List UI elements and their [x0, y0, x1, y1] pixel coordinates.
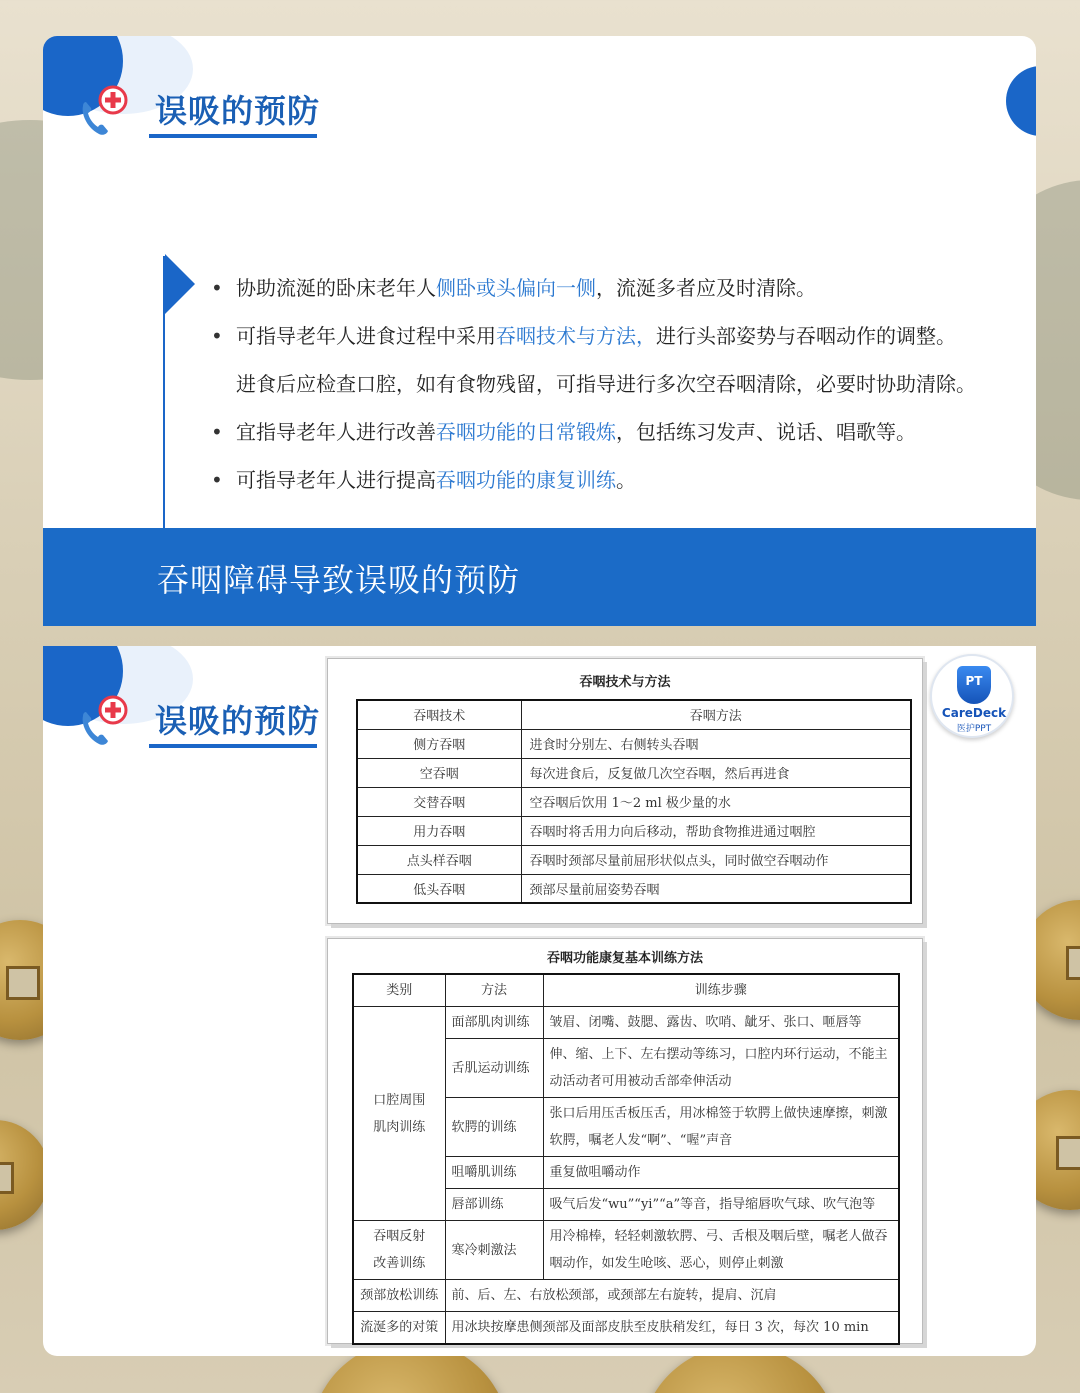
badge-subtitle: 医护PPT [956, 724, 992, 734]
table-cell: 空吞咽后饮用 1～2 ml 极少量的水 [521, 787, 911, 816]
table-caption: 吞咽技术与方法 [579, 675, 671, 690]
table-cell: 皱眉、闭嘴、鼓腮、露齿、吹哨、龇牙、张口、咂唇等 [543, 1007, 899, 1039]
highlight-text: 吞咽技术与方法， [496, 324, 656, 348]
accent-arrow [165, 254, 195, 314]
table-row [357, 816, 911, 845]
table-cell: 口腔周围肌肉训练 [353, 1007, 445, 1221]
table-cell: 舌肌运动训练 [445, 1039, 543, 1098]
table-cell: 吞咽反射改善训练 [353, 1221, 445, 1280]
badge-circle [930, 654, 1014, 738]
table-cell: 唇部训练 [445, 1189, 543, 1221]
table-cell: 交替吞咽 [357, 787, 521, 816]
table-cell: 前、后、左、右放松颈部，或颈部左右旋转，提肩、沉肩 [445, 1280, 899, 1312]
caredeck-badge [930, 654, 1014, 758]
swallow-technique-table-box [327, 658, 923, 924]
table-cell: 低头吞咽 [357, 874, 521, 903]
decor-blob [1006, 66, 1036, 136]
table-caption: 吞咽功能康复基本训练方法 [546, 951, 703, 966]
table-cell: 用冷棉棒，轻轻刺激软腭、弓、舌根及咽后壁，嘱老人做吞咽动作，如发生呛咳、恶心，则停止刺激 [543, 1221, 899, 1280]
table-row [357, 845, 911, 874]
table-header: 吞咽技术 [357, 700, 521, 729]
rehab-training-table-box [327, 938, 923, 1344]
slide-title: 误吸的预防 [155, 702, 321, 740]
title-underline [149, 744, 317, 748]
medical-phone-icon [75, 84, 131, 140]
table-cell: 面部肌肉训练 [445, 1007, 543, 1039]
title-underline [149, 134, 317, 138]
table-cell: 用冰块按摩患侧颈部及面部皮肤至皮肤稍发红，每日 3 次，每次 10 min [445, 1312, 899, 1345]
table-cell: 用力吞咽 [357, 816, 521, 845]
table-header: 类别 [353, 974, 445, 1007]
table-header: 训练步骤 [543, 974, 899, 1007]
table-cell: 软腭的训练 [445, 1098, 543, 1157]
table-cell: 寒冷刺激法 [445, 1221, 543, 1280]
bullet-list [211, 264, 1011, 504]
table-cell: 吞咽时颈部尽量前屈形状似点头，同时做空吞咽动作 [521, 845, 911, 874]
bullet-continuation: 进食后应检查口腔，如有食物残留，可指导进行多次空吞咽清除，必要时协助清除。 [236, 372, 976, 396]
slide-2 [43, 646, 1036, 1356]
badge-brand: CareDeck [941, 706, 1007, 720]
table-header: 方法 [445, 974, 543, 1007]
bullet-item: • 协助流涎的卧床老年人侧卧或头偏向一侧，流涎多者应及时清除。 [211, 264, 1011, 312]
table-cell: 颈部放松训练 [353, 1280, 445, 1312]
banner-title: 吞咽障碍导致误吸的预防 [157, 561, 521, 599]
table-cell: 伸、缩、上下、左右摆动等练习，口腔内环行运动，不能主动活动者可用被动舌部牵伸活动 [543, 1039, 899, 1098]
table-cell: 吞咽时将舌用力向后移动，帮助食物推进通过咽腔 [521, 816, 911, 845]
table-row [353, 1007, 899, 1039]
shield-icon: PT [957, 666, 991, 704]
medical-phone-icon [75, 694, 131, 750]
table-row [357, 758, 911, 787]
swallow-technique-table [356, 699, 912, 904]
highlight-text: 吞咽功能的康复训练 [436, 468, 616, 492]
table-cell: 进食时分别左、右侧转头吞咽 [521, 729, 911, 758]
table-cell: 空吞咽 [357, 758, 521, 787]
bullet-item: • 可指导老年人进食过程中采用吞咽技术与方法，进行头部姿势与吞咽动作的调整。 [211, 312, 1011, 360]
table-row [357, 787, 911, 816]
table-row [353, 1312, 899, 1345]
highlight-text: 吞咽功能的日常锻炼 [436, 420, 616, 444]
table-row [353, 1280, 899, 1312]
table-row [353, 1221, 899, 1280]
table-cell: 张口后用压舌板压舌，用冰棉签于软腭上做快速摩擦，刺激软腭，嘱老人发“啊”、“喔”声音 [543, 1098, 899, 1157]
table-cell: 侧方吞咽 [357, 729, 521, 758]
table-cell: 点头样吞咽 [357, 845, 521, 874]
table-cell: 每次进食后，反复做几次空吞咽，然后再进食 [521, 758, 911, 787]
table-header-row [357, 700, 911, 729]
table-row [357, 874, 911, 903]
rehab-training-table [352, 973, 900, 1345]
table-cell: 重复做咀嚼动作 [543, 1157, 899, 1189]
table-cell: 吸气后发“wu”“yi”“a”等音，指导缩唇吹气球、吹气泡等 [543, 1189, 899, 1221]
table-cell: 颈部尽量前屈姿势吞咽 [521, 874, 911, 903]
table-header-row [353, 974, 899, 1007]
highlight-text: 侧卧或头偏向一侧 [436, 276, 596, 300]
table-cell: 咀嚼肌训练 [445, 1157, 543, 1189]
bullet-item: • 可指导老年人进行提高吞咽功能的康复训练。 [211, 456, 1011, 504]
table-cell: 流涎多的对策 [353, 1312, 445, 1345]
table-row [357, 729, 911, 758]
section-banner [43, 528, 1036, 626]
slide-title: 误吸的预防 [155, 92, 321, 130]
slide-1 [43, 36, 1036, 626]
table-header: 吞咽方法 [521, 700, 911, 729]
bullet-item: • 宜指导老年人进行改善吞咽功能的日常锻炼，包括练习发声、说话、唱歌等。 [211, 408, 1011, 456]
